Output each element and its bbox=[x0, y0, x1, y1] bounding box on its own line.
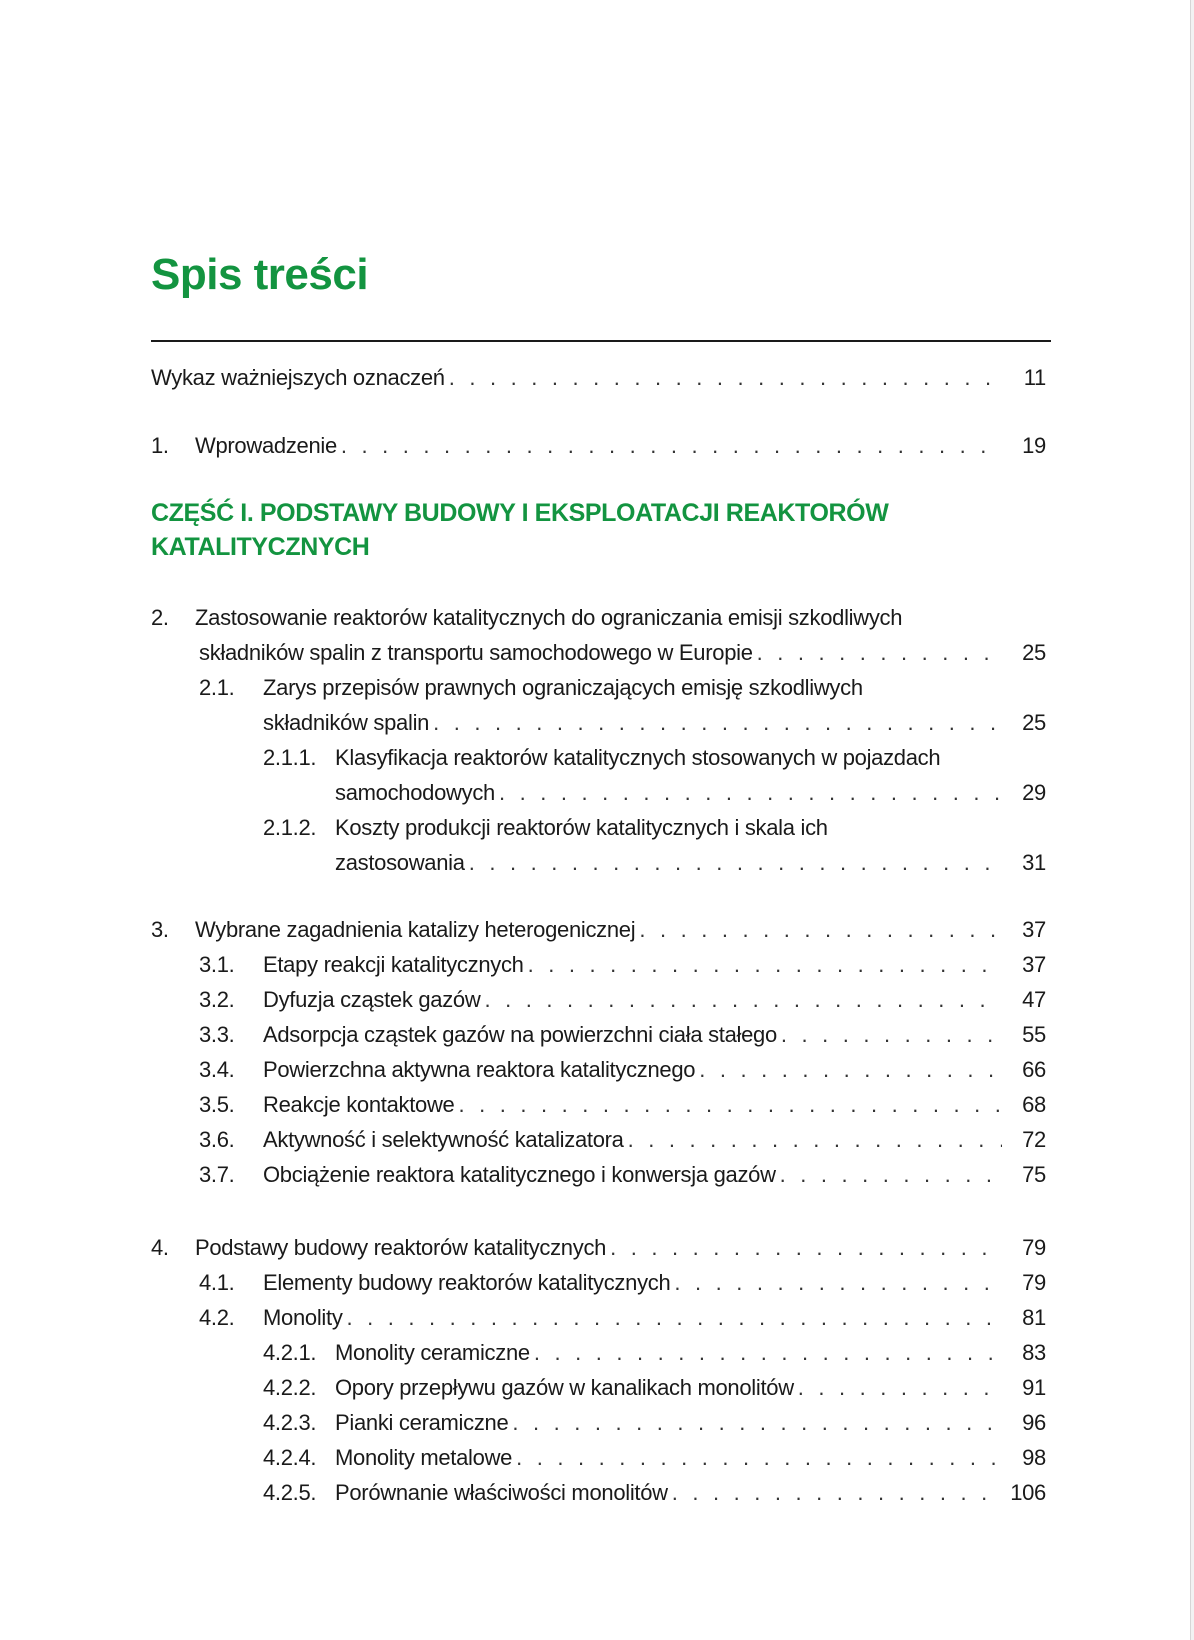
dot-leader bbox=[469, 845, 1002, 880]
toc-page-number: 106 bbox=[1010, 1480, 1046, 1505]
toc-chapter-4 bbox=[151, 1230, 1046, 1510]
section-number: 4.1. bbox=[199, 1270, 235, 1295]
section-number: 3.6. bbox=[199, 1127, 235, 1152]
toc-page-number: 25 bbox=[1022, 710, 1046, 735]
toc-page-number: 96 bbox=[1022, 1410, 1046, 1435]
chapter-title: Podstawy budowy reaktorów katalitycznych bbox=[195, 1235, 607, 1260]
chapter-title: Zastosowanie reaktorów katalitycznych do ograniczania emisji szkodliwych bbox=[195, 605, 903, 630]
subsection-title: Koszty produkcji reaktorów katalitycznych i skala ich bbox=[335, 815, 828, 840]
title-divider bbox=[151, 340, 1051, 342]
section-title: Aktywność i selektywność katalizatora bbox=[263, 1127, 624, 1152]
toc-page-number: 79 bbox=[1022, 1270, 1046, 1295]
section-number: 3.5. bbox=[199, 1092, 235, 1117]
section-title: Dyfuzja cząstek gazów bbox=[263, 987, 481, 1012]
section-title: Elementy budowy reaktorów katalitycznych bbox=[263, 1270, 671, 1295]
subsection-title: Porównanie właściwości monolitów bbox=[335, 1480, 668, 1505]
section-title-cont: składników spalin bbox=[263, 710, 430, 735]
subsection-number: 4.2.2. bbox=[263, 1375, 317, 1400]
section-title: Powierzchna aktywna reaktora katalitycznego bbox=[263, 1057, 696, 1082]
chapter-title-cont: składników spalin z transportu samochodowego w Europie bbox=[199, 640, 753, 665]
toc-chapter-2 bbox=[151, 600, 1046, 880]
subsection-number: 2.1.2. bbox=[263, 815, 317, 840]
chapter-number: 1. bbox=[151, 433, 169, 458]
subsection-title-cont: zastosowania bbox=[335, 850, 465, 875]
subsection-title: Monolity ceramiczne bbox=[335, 1340, 530, 1365]
subsection-title: Pianki ceramiczne bbox=[335, 1410, 509, 1435]
dot-leader bbox=[628, 1122, 1002, 1157]
subsection-number: 4.2.1. bbox=[263, 1340, 317, 1365]
dot-leader bbox=[341, 428, 1002, 463]
subsection-title: Opory przepływu gazów w kanalikach monolitów bbox=[335, 1375, 794, 1400]
toc-entry-text: Wykaz ważniejszych oznaczeń bbox=[151, 365, 445, 390]
toc-page-number: 72 bbox=[1022, 1127, 1046, 1152]
dot-leader bbox=[798, 1370, 1002, 1405]
toc-chapter-3 bbox=[151, 912, 1046, 1192]
section-number: 4.2. bbox=[199, 1305, 235, 1330]
toc-page-number: 68 bbox=[1022, 1092, 1046, 1117]
toc-page-number: 81 bbox=[1022, 1305, 1046, 1330]
subsection-title: Klasyfikacja reaktorów katalitycznych stosowanych w pojazdach bbox=[335, 745, 941, 770]
subsection-number: 4.2.5. bbox=[263, 1480, 317, 1505]
dot-leader bbox=[639, 912, 1002, 947]
dot-leader bbox=[347, 1300, 1002, 1335]
dot-leader bbox=[781, 1017, 1002, 1052]
dot-leader bbox=[757, 635, 1002, 670]
section-title: Monolity bbox=[263, 1305, 343, 1330]
dot-leader bbox=[516, 1440, 1002, 1475]
section-number: 3.4. bbox=[199, 1057, 235, 1082]
chapter-title: Wprowadzenie bbox=[195, 433, 337, 458]
toc-chapter-1 bbox=[151, 428, 1046, 463]
toc-page-number: 47 bbox=[1022, 987, 1046, 1012]
page-title: Spis treści bbox=[151, 250, 369, 299]
section-title: Zarys przepisów prawnych ograniczających emisję szkodliwych bbox=[263, 675, 863, 700]
subsection-number: 4.2.3. bbox=[263, 1410, 317, 1435]
toc-page-number: 31 bbox=[1022, 850, 1046, 875]
toc-page-number: 11 bbox=[1023, 365, 1046, 390]
subsection-number: 2.1.1. bbox=[263, 745, 317, 770]
toc-entry-front bbox=[151, 360, 1046, 395]
toc-page-number: 37 bbox=[1022, 952, 1046, 977]
toc-page-number: 37 bbox=[1022, 917, 1046, 942]
part-heading-line: CZĘŚĆ I. PODSTAWY BUDOWY I EKSPLOATACJI REAKTORÓW bbox=[151, 499, 889, 527]
dot-leader bbox=[780, 1157, 1002, 1192]
dot-leader bbox=[672, 1475, 1002, 1510]
dot-leader bbox=[528, 947, 1002, 982]
dot-leader bbox=[534, 1335, 1002, 1370]
toc-page-number: 55 bbox=[1022, 1022, 1046, 1047]
toc-page-number: 91 bbox=[1022, 1375, 1046, 1400]
chapter-number: 4. bbox=[151, 1235, 169, 1260]
dot-leader bbox=[458, 1087, 1002, 1122]
toc-page-number: 79 bbox=[1022, 1235, 1046, 1260]
dot-leader bbox=[610, 1230, 1002, 1265]
dot-leader bbox=[512, 1405, 1002, 1440]
toc-page-number: 75 bbox=[1022, 1162, 1046, 1187]
subsection-title: Monolity metalowe bbox=[335, 1445, 513, 1470]
section-title: Reakcje kontaktowe bbox=[263, 1092, 455, 1117]
dot-leader bbox=[499, 775, 1002, 810]
toc-page-number: 25 bbox=[1022, 640, 1046, 665]
toc-page-number: 98 bbox=[1022, 1445, 1046, 1470]
dot-leader bbox=[433, 705, 1002, 740]
subsection-title-cont: samochodowych bbox=[335, 780, 495, 805]
toc-page-number: 29 bbox=[1022, 780, 1046, 805]
toc-page-number: 66 bbox=[1022, 1057, 1046, 1082]
section-number: 3.3. bbox=[199, 1022, 235, 1047]
section-number: 3.1. bbox=[199, 952, 235, 977]
part-heading-line: KATALITYCZNYCH bbox=[151, 533, 370, 561]
section-title: Obciążenie reaktora katalitycznego i konwersja gazów bbox=[263, 1162, 776, 1187]
subsection-number: 4.2.4. bbox=[263, 1445, 317, 1470]
section-number: 3.7. bbox=[199, 1162, 235, 1187]
chapter-number: 3. bbox=[151, 917, 169, 942]
section-title: Adsorpcja cząstek gazów na powierzchni ciała stałego bbox=[263, 1022, 777, 1047]
dot-leader bbox=[674, 1265, 1002, 1300]
part-heading bbox=[151, 496, 911, 564]
toc-page-number: 83 bbox=[1022, 1340, 1046, 1365]
chapter-number: 2. bbox=[151, 605, 169, 630]
section-number: 2.1. bbox=[199, 675, 235, 700]
section-number: 3.2. bbox=[199, 987, 235, 1012]
chapter-title: Wybrane zagadnienia katalizy heterogenicznej bbox=[195, 917, 636, 942]
dot-leader bbox=[484, 982, 1002, 1017]
dot-leader bbox=[449, 360, 1002, 395]
section-title: Etapy reakcji katalitycznych bbox=[263, 952, 524, 977]
dot-leader bbox=[699, 1052, 1002, 1087]
toc-page-number: 19 bbox=[1022, 433, 1046, 458]
